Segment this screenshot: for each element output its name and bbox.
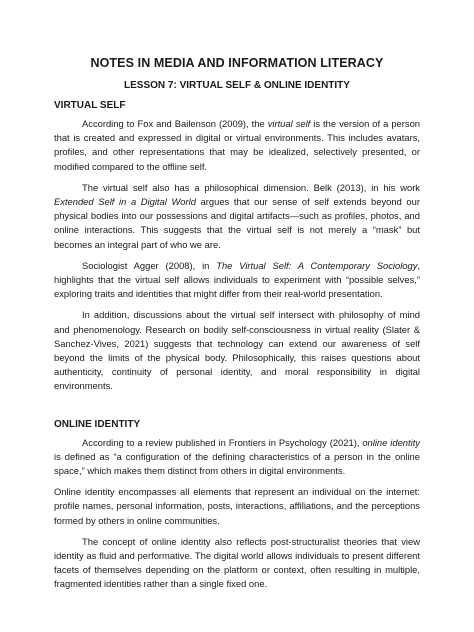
emphasis-term: online identity (362, 436, 420, 448)
paragraph-text: , highlights that the virtual self allows individuals to experiment with “possible selves,” exploring traits and identities that might differ from their real-world presentation. (54, 259, 420, 300)
paragraph: The concept of online identity also reflects post-structuralist theories that view identity as fluid and performative. The digital world allows individuals to present different facets of themselves depending on the platform or context, often resulting in multiple, fragmented identities rather than a single fixed one. (54, 535, 420, 590)
section-spacer (54, 401, 420, 419)
paragraph-text: According to a review published in Frontiers in Psychology (2021), (82, 436, 363, 448)
paragraph (54, 259, 420, 302)
document-title: NOTES IN MEDIA AND INFORMATION LITERACY (90, 56, 384, 70)
lesson-title: LESSON 7: VIRTUAL SELF & ONLINE IDENTITY (124, 80, 350, 91)
paragraph: Online identity encompasses all elements that represent an individual on the internet: profile names, personal information, posts, interactions, affiliations, and the perceptions formed by others in online communities. (54, 486, 420, 526)
emphasis-title: Extended Self in a Digital World (54, 196, 196, 208)
emphasis-term: virtual self (267, 118, 311, 129)
paragraph-text: The virtual self also has a philosophical dimension. Belk (2013), in his work (82, 181, 420, 193)
paragraph-text: According to Fox and Bailenson (2009), the (82, 118, 268, 129)
paragraph (54, 436, 420, 479)
section-heading-virtual-self: VIRTUAL SELF (54, 100, 126, 111)
paragraph-text: Sociologist Agger (2008), in (82, 259, 217, 271)
paragraph (54, 181, 420, 252)
paragraph: In addition, discussions about the virtual self intersect with philosophy of mind and phenomenology. Research on bodily self-consciousness in virtual reality (Slater & Sanchez-Vives, 2021) suggests that technology can extend our awareness of self beyond the limits of the physical body. Philosophically, this raises questions about authenticity, continuity of personal identity, and moral responsibility in digital environments. (54, 309, 420, 392)
section-heading-online-identity: ONLINE IDENTITY (54, 418, 141, 430)
paragraph-text: argues that our sense of self extends beyond our physical bodies into our possessions and digital artifacts—such as profiles, photos, and online interactions. This suggests that the virtual self is not merely a “mask” but becomes an integral part of who we are. (54, 196, 420, 250)
paragraph (54, 117, 420, 174)
paragraph-text: is the version of a person that is created and expressed in digital or virtual environments. This includes avatars, profiles, and other representations that may be idealized, selectively presented, or modified compared to the offline self. (54, 118, 421, 172)
emphasis-title: The Virtual Self: A Contemporary Sociology (216, 259, 418, 271)
paragraph-text: is defined as “a configuration of the defining characteristics of a person in the online space,” which makes them distinct from others in digital environments. (54, 450, 420, 477)
